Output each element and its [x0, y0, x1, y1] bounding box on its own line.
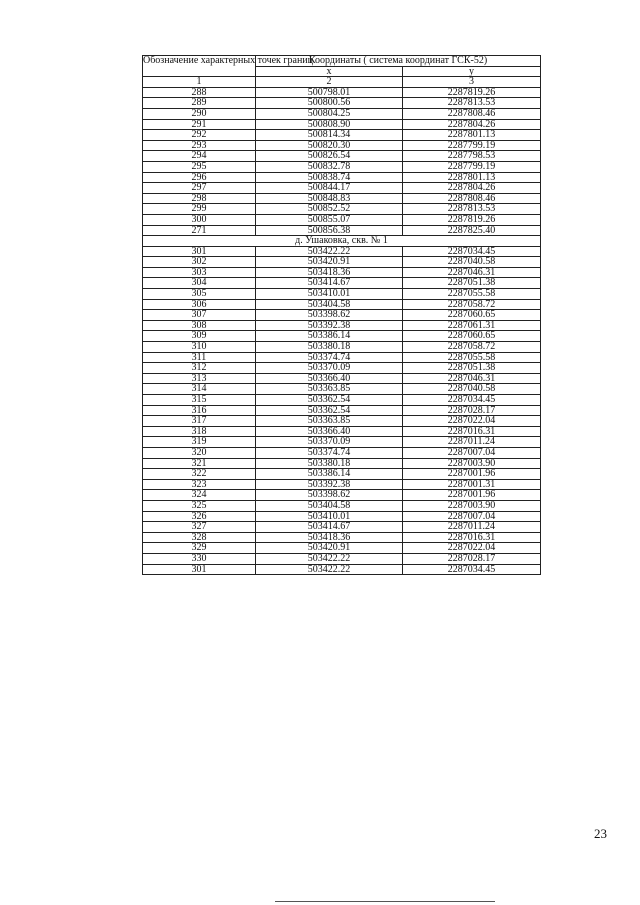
y-coordinate-cell: 2287055.58 — [403, 289, 541, 300]
table-row — [143, 289, 541, 300]
point-id-cell: 325 — [143, 500, 256, 511]
x-coordinate-cell: 503392.38 — [256, 320, 403, 331]
point-id-cell: 312 — [143, 363, 256, 374]
bottom-rule — [275, 901, 495, 902]
table-row — [143, 214, 541, 225]
x-coordinate-cell: 503398.62 — [256, 310, 403, 321]
coordinates-table — [142, 55, 541, 575]
table-row — [143, 140, 541, 151]
y-coordinate-cell: 2287022.04 — [403, 416, 541, 427]
point-id-cell: 271 — [143, 225, 256, 236]
x-coordinate-cell: 503422.22 — [256, 564, 403, 575]
y-coordinate-cell: 2287058.72 — [403, 342, 541, 353]
point-id-cell: 313 — [143, 373, 256, 384]
section-label: д. Ушаковка, скв. № 1 — [143, 236, 541, 247]
point-id-cell: 308 — [143, 320, 256, 331]
y-coordinate-cell: 2287798.53 — [403, 151, 541, 162]
table-row — [143, 426, 541, 437]
point-id-cell: 307 — [143, 310, 256, 321]
table-row — [143, 511, 541, 522]
table-row — [143, 278, 541, 289]
table-row — [143, 183, 541, 194]
table-row — [143, 416, 541, 427]
point-id-cell: 298 — [143, 193, 256, 204]
x-coordinate-cell: 503414.67 — [256, 522, 403, 533]
x-coordinate-cell: 500844.17 — [256, 183, 403, 194]
point-id-cell: 297 — [143, 183, 256, 194]
table-row — [143, 299, 541, 310]
y-coordinate-cell: 2287060.65 — [403, 310, 541, 321]
y-coordinate-cell: 2287055.58 — [403, 352, 541, 363]
point-id-cell: 301 — [143, 564, 256, 575]
x-coordinate-cell: 503370.09 — [256, 437, 403, 448]
table-row — [143, 108, 541, 119]
column-number-1: 1 — [143, 77, 256, 88]
section-row — [143, 236, 541, 247]
point-id-cell: 320 — [143, 447, 256, 458]
table-row — [143, 543, 541, 554]
x-coordinate-cell: 500848.83 — [256, 193, 403, 204]
x-coordinate-cell: 503414.67 — [256, 278, 403, 289]
y-coordinate-cell: 2287808.46 — [403, 193, 541, 204]
x-coordinate-cell: 500855.07 — [256, 214, 403, 225]
x-coordinate-cell: 503374.74 — [256, 352, 403, 363]
table-row — [143, 204, 541, 215]
x-coordinate-cell: 503380.18 — [256, 458, 403, 469]
y-coordinate-cell: 2287825.40 — [403, 225, 541, 236]
table-row — [143, 331, 541, 342]
table-row — [143, 151, 541, 162]
point-id-cell: 326 — [143, 511, 256, 522]
y-coordinate-cell: 2287034.45 — [403, 395, 541, 406]
x-coordinate-cell: 500852.52 — [256, 204, 403, 215]
table-row — [143, 469, 541, 480]
table-section — [143, 236, 541, 247]
x-coordinate-cell: 503398.62 — [256, 490, 403, 501]
point-id-cell: 296 — [143, 172, 256, 183]
y-coordinate-cell: 2287819.26 — [403, 87, 541, 98]
table-row — [143, 257, 541, 268]
table-row — [143, 119, 541, 130]
table-row — [143, 342, 541, 353]
x-coordinate-cell: 503366.40 — [256, 373, 403, 384]
point-id-cell: 317 — [143, 416, 256, 427]
x-coordinate-cell: 503380.18 — [256, 342, 403, 353]
point-id-cell: 328 — [143, 532, 256, 543]
x-coordinate-cell: 503422.22 — [256, 246, 403, 257]
page-number: 23 — [594, 826, 607, 841]
y-coordinate-cell: 2287804.26 — [403, 183, 541, 194]
point-id-cell: 322 — [143, 469, 256, 480]
x-coordinate-cell: 503420.91 — [256, 543, 403, 554]
point-id-cell: 288 — [143, 87, 256, 98]
y-coordinate-cell: 2287001.96 — [403, 490, 541, 501]
table-row — [143, 500, 541, 511]
table-body-ushakovka — [143, 246, 541, 574]
y-coordinate-cell: 2287061.31 — [403, 320, 541, 331]
point-id-cell: 302 — [143, 257, 256, 268]
x-coordinate-cell: 500832.78 — [256, 161, 403, 172]
y-coordinate-cell: 2287007.04 — [403, 447, 541, 458]
y-coordinate-cell: 2287040.58 — [403, 257, 541, 268]
y-coordinate-cell: 2287051.38 — [403, 363, 541, 374]
point-id-cell: 323 — [143, 479, 256, 490]
x-coordinate-cell: 503363.85 — [256, 416, 403, 427]
point-id-cell: 301 — [143, 246, 256, 257]
y-coordinate-cell: 2287799.19 — [403, 140, 541, 151]
point-id-cell: 309 — [143, 331, 256, 342]
y-coordinate-cell: 2287801.13 — [403, 130, 541, 141]
y-coordinate-cell: 2287003.90 — [403, 458, 541, 469]
point-id-cell: 315 — [143, 395, 256, 406]
y-coordinate-cell: 2287003.90 — [403, 500, 541, 511]
point-id-cell: 304 — [143, 278, 256, 289]
table-row — [143, 532, 541, 543]
table-row — [143, 267, 541, 278]
y-header: y — [403, 66, 541, 77]
y-coordinate-cell: 2287813.53 — [403, 98, 541, 109]
table-row — [143, 363, 541, 374]
y-coordinate-cell: 2287046.31 — [403, 373, 541, 384]
table-row — [143, 172, 541, 183]
table-row — [143, 352, 541, 363]
designation-header: Обозначение характерных точек границ — [143, 56, 256, 77]
table-row — [143, 246, 541, 257]
table-row — [143, 225, 541, 236]
y-coordinate-cell: 2287060.65 — [403, 331, 541, 342]
point-id-cell: 329 — [143, 543, 256, 554]
y-coordinate-cell: 2287034.45 — [403, 246, 541, 257]
y-coordinate-cell: 2287804.26 — [403, 119, 541, 130]
table-row — [143, 458, 541, 469]
x-coordinate-cell: 503386.14 — [256, 469, 403, 480]
table-row — [143, 405, 541, 416]
point-id-cell: 294 — [143, 151, 256, 162]
point-id-cell: 324 — [143, 490, 256, 501]
point-id-cell: 314 — [143, 384, 256, 395]
y-coordinate-cell: 2287028.17 — [403, 405, 541, 416]
x-coordinate-cell: 503404.58 — [256, 299, 403, 310]
point-id-cell: 306 — [143, 299, 256, 310]
point-id-cell: 316 — [143, 405, 256, 416]
point-id-cell: 290 — [143, 108, 256, 119]
y-coordinate-cell: 2287799.19 — [403, 161, 541, 172]
x-coordinate-cell: 503392.38 — [256, 479, 403, 490]
y-coordinate-cell: 2287040.58 — [403, 384, 541, 395]
table-row — [143, 479, 541, 490]
point-id-cell: 303 — [143, 267, 256, 278]
x-coordinate-cell: 500826.54 — [256, 151, 403, 162]
x-coordinate-cell: 503386.14 — [256, 331, 403, 342]
table-row — [143, 373, 541, 384]
point-id-cell: 310 — [143, 342, 256, 353]
table-row — [143, 522, 541, 533]
table-row — [143, 437, 541, 448]
table-row — [143, 384, 541, 395]
table-row — [143, 447, 541, 458]
y-coordinate-cell: 2287819.26 — [403, 214, 541, 225]
x-coordinate-cell: 500804.25 — [256, 108, 403, 119]
y-coordinate-cell: 2287028.17 — [403, 553, 541, 564]
x-coordinate-cell: 500808.90 — [256, 119, 403, 130]
table-row — [143, 193, 541, 204]
x-coordinate-cell: 503362.54 — [256, 405, 403, 416]
y-coordinate-cell: 2287001.96 — [403, 469, 541, 480]
point-id-cell: 318 — [143, 426, 256, 437]
x-coordinate-cell: 500856.38 — [256, 225, 403, 236]
x-coordinate-cell: 500838.74 — [256, 172, 403, 183]
point-id-cell: 319 — [143, 437, 256, 448]
table-row — [143, 564, 541, 575]
y-coordinate-cell: 2287051.38 — [403, 278, 541, 289]
y-coordinate-cell: 2287034.45 — [403, 564, 541, 575]
point-id-cell: 292 — [143, 130, 256, 141]
point-id-cell: 300 — [143, 214, 256, 225]
table-row — [143, 98, 541, 109]
x-coordinate-cell: 503418.36 — [256, 532, 403, 543]
x-coordinate-cell: 503362.54 — [256, 395, 403, 406]
coordinates-header: Координаты ( система координат ГСК-52) — [256, 56, 541, 67]
table-row — [143, 310, 541, 321]
y-coordinate-cell: 2287801.13 — [403, 172, 541, 183]
x-coordinate-cell: 500800.56 — [256, 98, 403, 109]
column-number-3: 3 — [403, 77, 541, 88]
x-header: x — [256, 66, 403, 77]
y-coordinate-cell: 2287016.31 — [403, 426, 541, 437]
y-coordinate-cell: 2287813.53 — [403, 204, 541, 215]
x-coordinate-cell: 503410.01 — [256, 289, 403, 300]
x-coordinate-cell: 503366.40 — [256, 426, 403, 437]
y-coordinate-cell: 2287011.24 — [403, 437, 541, 448]
table-header — [143, 56, 541, 88]
point-id-cell: 293 — [143, 140, 256, 151]
y-coordinate-cell: 2287058.72 — [403, 299, 541, 310]
point-id-cell: 330 — [143, 553, 256, 564]
x-coordinate-cell: 503363.85 — [256, 384, 403, 395]
x-coordinate-cell: 500814.34 — [256, 130, 403, 141]
x-coordinate-cell: 503418.36 — [256, 267, 403, 278]
table-body-first-boundary — [143, 87, 541, 235]
y-coordinate-cell: 2287001.31 — [403, 479, 541, 490]
y-coordinate-cell: 2287808.46 — [403, 108, 541, 119]
point-id-cell: 311 — [143, 352, 256, 363]
point-id-cell: 289 — [143, 98, 256, 109]
x-coordinate-cell: 500798.01 — [256, 87, 403, 98]
point-id-cell: 327 — [143, 522, 256, 533]
table-row — [143, 87, 541, 98]
x-coordinate-cell: 503410.01 — [256, 511, 403, 522]
column-number-2: 2 — [256, 77, 403, 88]
point-id-cell: 299 — [143, 204, 256, 215]
table-row — [143, 161, 541, 172]
point-id-cell: 305 — [143, 289, 256, 300]
y-coordinate-cell: 2287046.31 — [403, 267, 541, 278]
y-coordinate-cell: 2287007.04 — [403, 511, 541, 522]
y-coordinate-cell: 2287016.31 — [403, 532, 541, 543]
x-coordinate-cell: 500820.30 — [256, 140, 403, 151]
point-id-cell: 291 — [143, 119, 256, 130]
y-coordinate-cell: 2287011.24 — [403, 522, 541, 533]
table-row — [143, 130, 541, 141]
point-id-cell: 295 — [143, 161, 256, 172]
y-coordinate-cell: 2287022.04 — [403, 543, 541, 554]
point-id-cell: 321 — [143, 458, 256, 469]
table-row — [143, 320, 541, 331]
table-row — [143, 395, 541, 406]
x-coordinate-cell: 503370.09 — [256, 363, 403, 374]
x-coordinate-cell: 503404.58 — [256, 500, 403, 511]
table-row — [143, 553, 541, 564]
x-coordinate-cell: 503420.91 — [256, 257, 403, 268]
table-row — [143, 490, 541, 501]
x-coordinate-cell: 503374.74 — [256, 447, 403, 458]
x-coordinate-cell: 503422.22 — [256, 553, 403, 564]
